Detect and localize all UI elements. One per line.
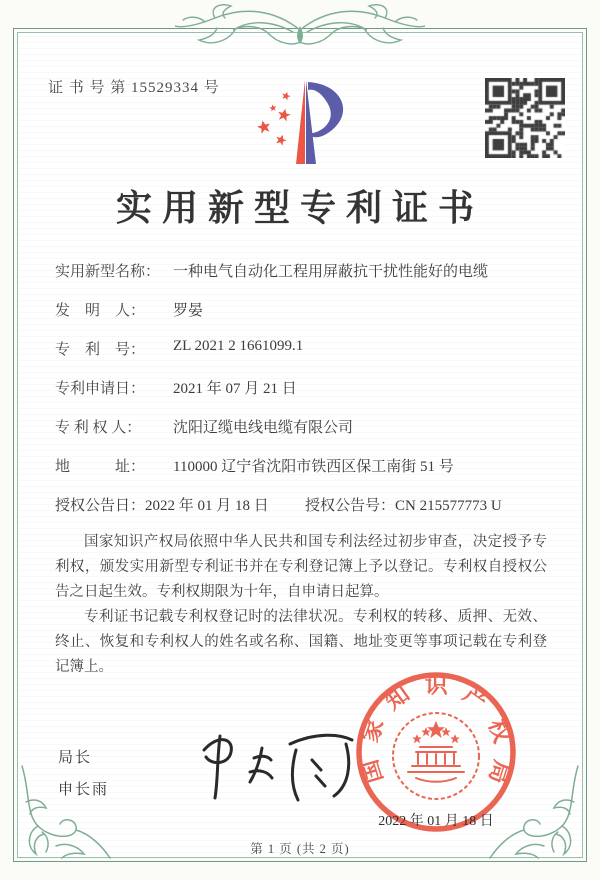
legal-paragraphs — [55, 530, 547, 680]
signer-title: 局长 — [58, 750, 93, 766]
legal-paragraph-1: 国家知识产权局依照中华人民共和国专利法经过初步审查，决定授予专利权，颁发实用新型专利证书并在专利登记簿上予以登记。专利权自授权公告之日起生效。专利权期限为十年，自申请日起算。 — [55, 534, 547, 600]
field-row-patentee — [55, 416, 547, 455]
field-value: 110000 辽宁省沈阳市铁西区保工南街 51 号 — [173, 459, 454, 475]
signer-name: 申长雨 — [58, 782, 110, 798]
field-value: 一种电气自动化工程用屏蔽抗干扰性能好的电缆 — [173, 264, 489, 280]
signer-block — [58, 746, 109, 810]
seal-date: 2022 年 01 月 18 日 — [378, 814, 494, 829]
page-footer: 第 1 页 (共 2 页) — [250, 842, 350, 856]
certificate-number: 证 书 号 第 15529334 号 — [48, 80, 220, 96]
field-row-name — [55, 260, 547, 299]
field-row-filing-date — [55, 377, 547, 416]
field-value: 沈阳辽缆电线电缆有限公司 — [173, 420, 354, 436]
director-signature — [190, 722, 365, 812]
grant-date-value: 2022 年 01 月 18 日 — [145, 498, 269, 514]
seal-text: 国家知识产权局 — [356, 672, 516, 787]
field-label: 地 址： — [55, 459, 146, 475]
grant-no-value: CN 215577773 U — [395, 498, 502, 514]
qr-code — [485, 78, 565, 158]
legal-paragraph-2: 专利证书记载专利权登记时的法律状况。专利权的转移、质押、无效、终止、恢复和专利权人的姓名或名称、国籍、地址变更等事项记载在专利登记簿上。 — [55, 609, 547, 675]
field-label: 专利申请日： — [55, 381, 146, 397]
certificate-title: 实用新型专利证书 — [115, 188, 484, 228]
grant-announcement-row — [55, 494, 547, 515]
grant-date-label: 授权公告日： — [55, 498, 146, 514]
field-row-patent-no — [55, 338, 547, 377]
field-value: 2021 年 07 月 21 日 — [173, 381, 297, 397]
field-row-inventor — [55, 299, 547, 338]
field-value: ZL 2021 2 1661099.1 — [173, 338, 304, 354]
field-row-address — [55, 455, 547, 494]
field-label: 实用新型名称： — [55, 264, 161, 280]
certificate-fields — [55, 260, 547, 494]
field-value: 罗晏 — [173, 303, 204, 319]
cnipa-patent-logo-icon — [238, 76, 362, 168]
field-label: 发 明 人： — [55, 303, 146, 319]
grant-no-label: 授权公告号： — [305, 498, 396, 514]
field-label: 专 利 号： — [55, 342, 146, 358]
field-label: 专 利 权 人： — [55, 420, 142, 436]
